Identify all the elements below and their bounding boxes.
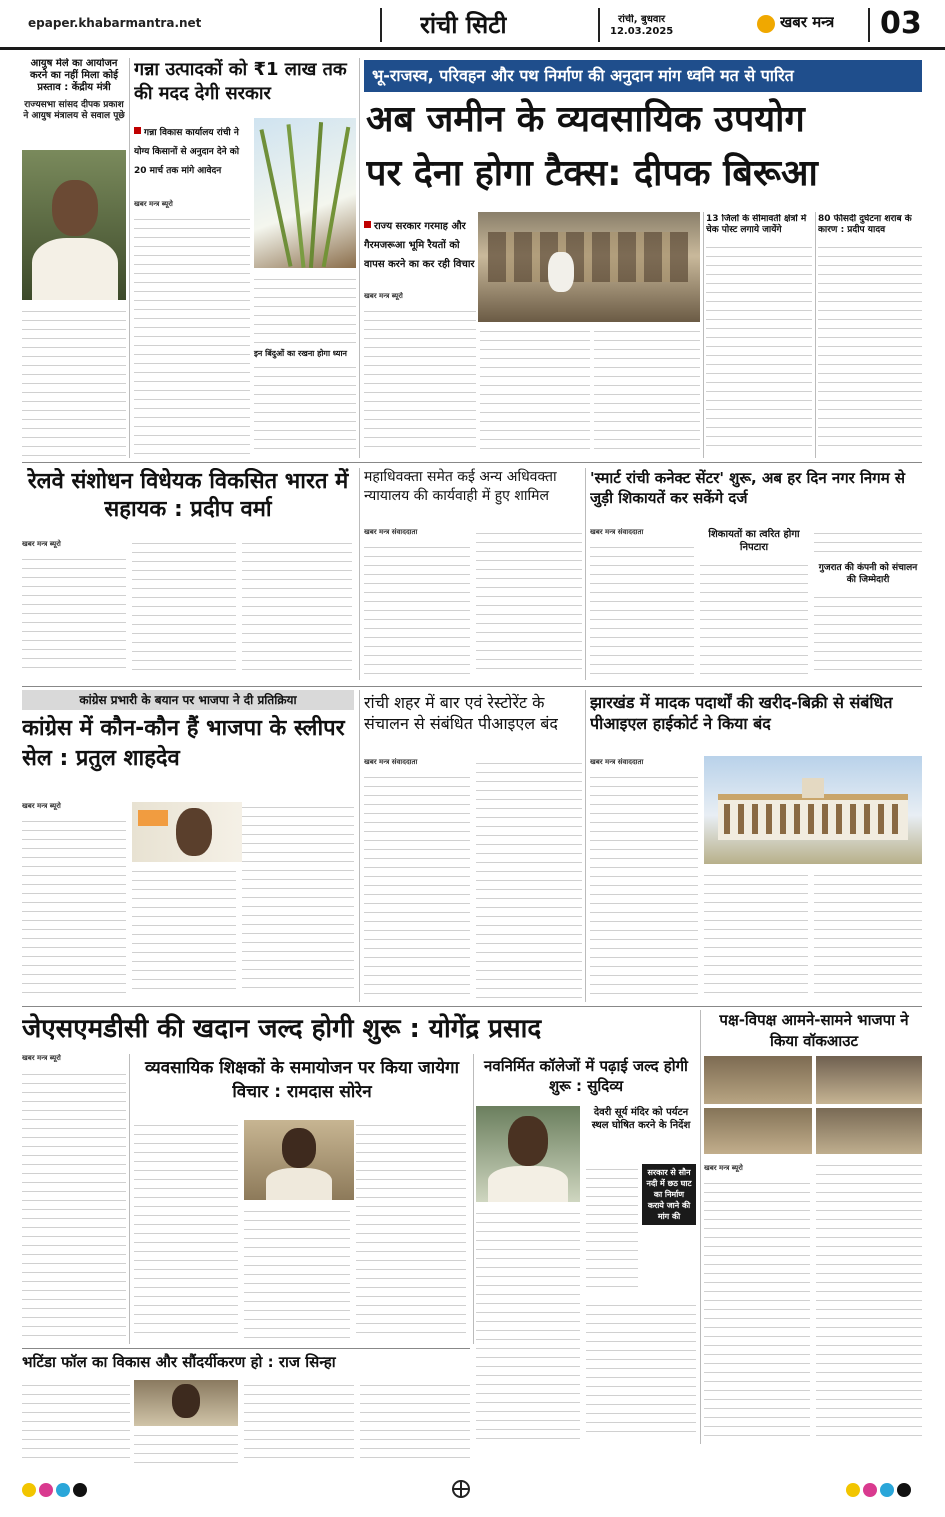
article-text xyxy=(242,538,352,674)
article-text xyxy=(476,758,582,998)
story-new-colleges xyxy=(476,1056,696,1444)
story-drugs-pil xyxy=(590,692,922,1002)
byline: खबर मन्त्र ब्यूरो xyxy=(22,802,61,810)
color-dot-icon xyxy=(863,1483,877,1497)
headline: गन्ना उत्पादकों को ₹1 लाख तक की मदद देगी सरकार xyxy=(134,59,347,104)
article-text xyxy=(134,214,250,454)
column-rule xyxy=(129,1054,130,1344)
article-text xyxy=(700,560,808,676)
headline: व्यवसायिक शिक्षकों के समायोजन पर किया जायेगा विचार : रामदास सोरेन xyxy=(144,1058,460,1102)
lead-side-story-1 xyxy=(706,214,812,454)
color-dot-icon xyxy=(22,1483,36,1497)
byline: खबर मन्त्र संवाददाता xyxy=(590,758,644,766)
kicker: गन्ना विकास कार्यालय रांची ने योग्य किसानों से अनुदान देने को 20 मार्च तक मांगे आवेदन xyxy=(134,128,240,176)
mla-photo xyxy=(134,1380,238,1426)
lead-banner: भू-राजस्व, परिवहन और पथ निर्माण की अनुदान मांग ध्वनि मत से पारित xyxy=(364,60,922,92)
byline: खबर मन्त्र ब्यूरो xyxy=(22,1054,61,1062)
headline: भटिंडा फॉल का विकास और सौंदर्यीकरण हो : राज सिन्हा xyxy=(22,1353,336,1371)
article-text xyxy=(134,1120,238,1340)
column-rule xyxy=(129,58,130,458)
lead-text-col1 xyxy=(364,306,476,454)
byline: खबर मन्त्र ब्यूरो xyxy=(134,200,173,208)
article-text xyxy=(22,306,126,456)
headline: झारखंड में मादक पदार्थों की खरीद-बिक्री से संबंधित पीआइएल हाईकोर्ट ने किया बंद xyxy=(590,693,893,733)
section-rule xyxy=(22,1006,922,1007)
article-text xyxy=(242,802,354,996)
crosshair-icon xyxy=(452,1480,470,1498)
story-sleeper-cell xyxy=(22,690,354,1002)
assembly-photo xyxy=(816,1056,922,1104)
color-dot-icon xyxy=(73,1483,87,1497)
lead-headline-line1: अब जमीन के व्यवसायिक उपयोग xyxy=(366,99,805,140)
portrait-photo xyxy=(22,150,126,300)
article-text xyxy=(476,528,582,676)
lead-kicker: राज्य सरकार गरमाह और गैरमजरूआ भूमि रैयतों को वापस करने का कर रही विचार xyxy=(364,221,475,270)
column-rule xyxy=(359,58,360,458)
lead-byline: खबर मन्त्र ब्यूरो xyxy=(364,292,403,300)
column-rule xyxy=(815,212,816,458)
color-dots-left xyxy=(22,1482,90,1501)
column-rule xyxy=(359,690,360,1002)
column-rule xyxy=(703,212,704,458)
side-headline: 13 जिलों के सीमावर्ती क्षेत्रों में चेक पोस्ट लगाये जायेंगे xyxy=(706,214,807,235)
byline: खबर मन्त्र संवाददाता xyxy=(590,528,644,536)
side-headline: देवरी सूर्य मंदिर को पर्यटन स्थल घोषित करने के निर्देश xyxy=(591,1107,691,1131)
article-text xyxy=(22,554,126,674)
footer-registration-marks xyxy=(0,1474,945,1504)
side-headline: 80 फीसदी दुर्घटना शराब के कारण : प्रदीप यादव xyxy=(818,214,912,235)
headline: रेलवे संशोधन विधेयक विकसित भारत में सहायक : प्रदीप वर्मा xyxy=(27,469,349,522)
byline: खबर मन्त्र ब्यूरो xyxy=(22,540,61,548)
article-text xyxy=(132,866,236,996)
jsmdc-headline: जेएसएमडीसी की खदान जल्द होगी शुरू : योगेंद्र प्रसाद xyxy=(22,1014,542,1044)
column-rule xyxy=(473,1054,474,1344)
article-text xyxy=(356,1120,466,1340)
spokesperson-photo xyxy=(132,802,260,862)
section-rule xyxy=(22,462,922,463)
color-dot-icon xyxy=(880,1483,894,1497)
column-rule xyxy=(700,1010,701,1444)
article-text xyxy=(816,1160,922,1440)
story-jsmdc xyxy=(22,1054,126,1344)
divider xyxy=(598,8,600,42)
minister-photo xyxy=(476,1106,580,1202)
color-dot-icon xyxy=(56,1483,70,1497)
article-text xyxy=(364,772,470,998)
lead-headline-line2: पर देना होगा टैक्स: दीपक बिरूआ xyxy=(366,153,818,194)
article-text xyxy=(590,542,694,676)
article-text xyxy=(364,542,470,676)
article-text xyxy=(22,1069,126,1339)
pull-quote: सरकार से सौन नदी में छठ घाट का निर्माण कराये जाने की मांग की xyxy=(642,1164,696,1225)
story-advocate-general xyxy=(364,468,582,680)
subhead: गुजरात की कंपनी को संचालन की जिम्मेदारी xyxy=(818,563,918,585)
lead-side-story-2 xyxy=(818,214,922,454)
article-text xyxy=(590,772,698,998)
divider xyxy=(868,8,870,42)
headline: नवनिर्मित कॉलेजों में पढ़ाई जल्द होगी शुरू : सुदिव्य xyxy=(484,1057,688,1095)
article-text xyxy=(704,1178,810,1440)
story-ayush-fair xyxy=(22,58,126,458)
section-rule xyxy=(22,1348,470,1349)
article-text xyxy=(586,1300,696,1440)
bullet-icon xyxy=(364,221,371,228)
headline: 'स्मार्ट रांची कनेक्ट सेंटर' शुरू, अब हर दिन नगर निगम से जुड़ी शिकायतें कर सकेंगे दर्ज xyxy=(590,469,906,507)
sugarcane-photo xyxy=(254,118,356,268)
byline: खबर मन्त्र संवाददाता xyxy=(364,758,418,766)
story-smart-ranchi xyxy=(590,468,922,680)
byline: खबर मन्त्र ब्यूरो xyxy=(704,1164,743,1172)
headline: कांग्रेस में कौन-कौन हैं भाजपा के स्लीपर सेल : प्रतुल शाहदेव xyxy=(22,716,345,771)
bullet-icon xyxy=(134,127,141,134)
brand-name: खबर मन्त्र xyxy=(780,13,835,31)
subhead: राज्यसभा सांसद दीपक प्रकाश ने आयुष मंत्रालय से सवाल पूछे xyxy=(23,100,125,121)
article-text xyxy=(134,1430,238,1464)
divider xyxy=(380,8,382,42)
section-title: रांची सिटी xyxy=(420,11,507,39)
color-dot-icon xyxy=(897,1483,911,1497)
story-bar-pil xyxy=(364,692,582,1002)
page-number: 03 xyxy=(880,6,922,41)
masthead xyxy=(0,0,945,50)
column-rule xyxy=(585,468,586,680)
article-text xyxy=(244,1206,350,1340)
minister-photo xyxy=(244,1120,354,1200)
site-url[interactable]: epaper.khabarmantra.net xyxy=(28,16,202,30)
issue-date: 12.03.2025 xyxy=(610,26,674,37)
headline: महाधिवक्ता समेत कई अन्य अधिवक्ता न्यायालय की कार्यवाही में हुए शामिल xyxy=(364,469,557,504)
article-text xyxy=(814,528,922,558)
dateline xyxy=(610,14,673,38)
column-rule xyxy=(585,690,586,1002)
headline: आयुष मेले का आयोजन करने का नहीं मिला कोई प्रस्ताव : केंद्रीय मंत्री xyxy=(29,58,119,93)
article-text xyxy=(132,538,236,674)
lead-text-col3 xyxy=(594,326,700,454)
article-text xyxy=(360,1380,470,1464)
article-text xyxy=(254,274,356,344)
story-railway-bill xyxy=(22,468,354,680)
lead-text-col2 xyxy=(480,326,590,454)
brand-logo-icon xyxy=(757,15,775,33)
color-dots-right xyxy=(846,1482,914,1501)
headline: रांची शहर में बार एवं रेस्टोरेंट के संचालन से संबंधित पीआइएल बंद xyxy=(364,693,558,733)
article-text xyxy=(814,870,922,998)
article-text xyxy=(818,242,922,448)
high-court-photo xyxy=(704,756,922,864)
article-text xyxy=(22,816,126,996)
article-text xyxy=(814,592,922,676)
assembly-photo xyxy=(704,1056,812,1104)
assembly-photo xyxy=(816,1108,922,1154)
section-rule xyxy=(22,686,922,687)
article-text xyxy=(244,1380,354,1464)
lead-kicker-box xyxy=(364,214,476,304)
byline: खबर मन्त्र संवाददाता xyxy=(364,528,418,536)
story-sugarcane xyxy=(134,58,356,458)
color-dot-icon xyxy=(39,1483,53,1497)
article-text xyxy=(22,1380,130,1464)
assembly-photo xyxy=(478,212,700,322)
story-vocational-teachers xyxy=(134,1056,470,1344)
city-day: रांची, बुधवार xyxy=(618,14,666,25)
column-rule xyxy=(359,468,360,680)
article-text xyxy=(704,870,808,998)
color-dot-icon xyxy=(846,1483,860,1497)
walkout-headline: पक्ष-विपक्ष आमने-सामने भाजपा ने किया वॉकआउट xyxy=(719,1011,909,1050)
article-text xyxy=(586,1164,638,1294)
kicker: कांग्रेस प्रभारी के बयान पर भाजपा ने दी प्रतिक्रिया xyxy=(22,690,354,710)
subhead: इन बिंदुओं का रखना होगा ध्यान xyxy=(254,349,347,358)
article-text xyxy=(254,362,356,454)
article-text xyxy=(706,242,812,448)
subhead: शिकायतों का त्वरित होगा निपटारा xyxy=(708,529,800,553)
article-text xyxy=(476,1208,580,1440)
assembly-photo xyxy=(704,1108,812,1154)
story-bhatinda-fall xyxy=(22,1352,470,1468)
story-walkout xyxy=(704,1056,922,1444)
